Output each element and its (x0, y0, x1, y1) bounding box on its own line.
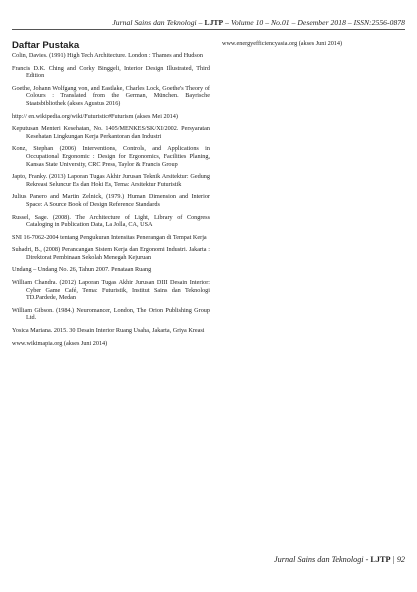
footer-journal: Jurnal Sains dan Teknologi (274, 555, 364, 564)
reference-item: Japto, Franky. (2013) Laporan Tugas Akhir Jurusan Teknik Arsitektur: Gedung Rekreasi Seluncur Es dan Hoki Es, Tema: Arsitektur Futuristik (12, 173, 210, 188)
reference-item: Suhadri, B., (2008) Perancangan Sistem Kerja dan Ergonomi Industri. Jakarta : Direktorat Pembinaan Sekolah Menegah Kejuruan (12, 246, 210, 261)
footer-abbr: LJTP (370, 555, 391, 564)
reference-item: Julius Panero and Martin Zelnick, (1979.) Human Dimension and Interior Space: A Source Book of Design Reference Standards (12, 193, 210, 208)
reference-item: Yosica Mariana. 2015. 30 Desain Interior Ruang Usaha, Jakarta, Griya Kreasi (12, 327, 205, 335)
reference-item: www.energyefficiencyasia.org (akses Juni 2014) (222, 40, 343, 47)
section-title: Daftar Pustaka (12, 40, 80, 51)
reference-item: Goethe, Johann Wolfgang von, and Eastlake, Charles Lock, Goethe's Theory of Colours : Translated from the German, München. Bayrische Staatsbibliothek (akses Agustus 2016) (12, 84, 210, 107)
reference-item: Francis D.K. Ching and Corky Binggeli, Interior Design Illustrated, Third Edition (12, 64, 210, 80)
right-column (222, 40, 404, 48)
reference-item: William Chandra. (2012) Laporan Tugas Akhir Jurusan DIII Desain Interior: Cyber Game Café, Tema: Futuristik, Institut Sains dan Teknologi TD.Pardede, Medan (12, 279, 210, 302)
reference-item: Russel, Sage. (2008). The Architecture of Light, Library of Congress Cataloging in Publication Data, La Jolla, CA, USA (12, 213, 210, 229)
left-column (12, 40, 210, 350)
reference-item: http:// en.wikipedia.org/wiki/Futuristic#Futurism (akses Mei 2014) (12, 112, 178, 120)
running-header: Jurnal Sains dan Teknologi – LJTP – Volume 10 – No.01 – Desember 2018 – ISSN:2556-0878 (12, 6, 405, 30)
page-number: 92 (396, 555, 405, 564)
reference-item: William Gibson. (1984.) Neuromancer, London, The Orion Publishing Group Ltd. (12, 306, 210, 322)
reference-item: Undang – Undang No. 26, Tahun 2007. Penataan Ruang (12, 266, 152, 274)
header-number: No.01 (271, 18, 290, 27)
reference-item: Konz, Stephan (2006) Interventions, Controls, and Applications in Occupational Ergonomic : Design for Ergonomics, Facilities Planing, Kansas State University, CRC Press, Taylor & Francis Group (12, 145, 210, 168)
header-abbr: LJTP (204, 18, 224, 27)
header-journal: Jurnal Sains dan Teknologi (112, 18, 197, 27)
page-footer: Jurnal Sains dan Teknologi - LJTP | 92 (274, 555, 405, 564)
reference-item: SNI 16-7062-2004 tentang Pengukuran Intensitas Penerangan di Tempat Kerja (12, 233, 207, 241)
reference-item: www.wikimapia.org (akses Juni 2014) (12, 339, 108, 347)
reference-item: Colin, Davies. (1991) High Tech Architecture. London : Thames and Hudson (12, 52, 203, 59)
reference-item: Keputusan Menteri Kesehatan, No. 1405/MENKES/SK/XI/2002. Persyaratan Kesehatan Lingkungan Kerja Perkantoran dan Industri (12, 125, 210, 140)
header-volume: Volume 10 (230, 18, 264, 27)
header-issn: ISSN:2556-0878 (353, 18, 405, 27)
header-date: Desember 2018 (297, 18, 346, 27)
